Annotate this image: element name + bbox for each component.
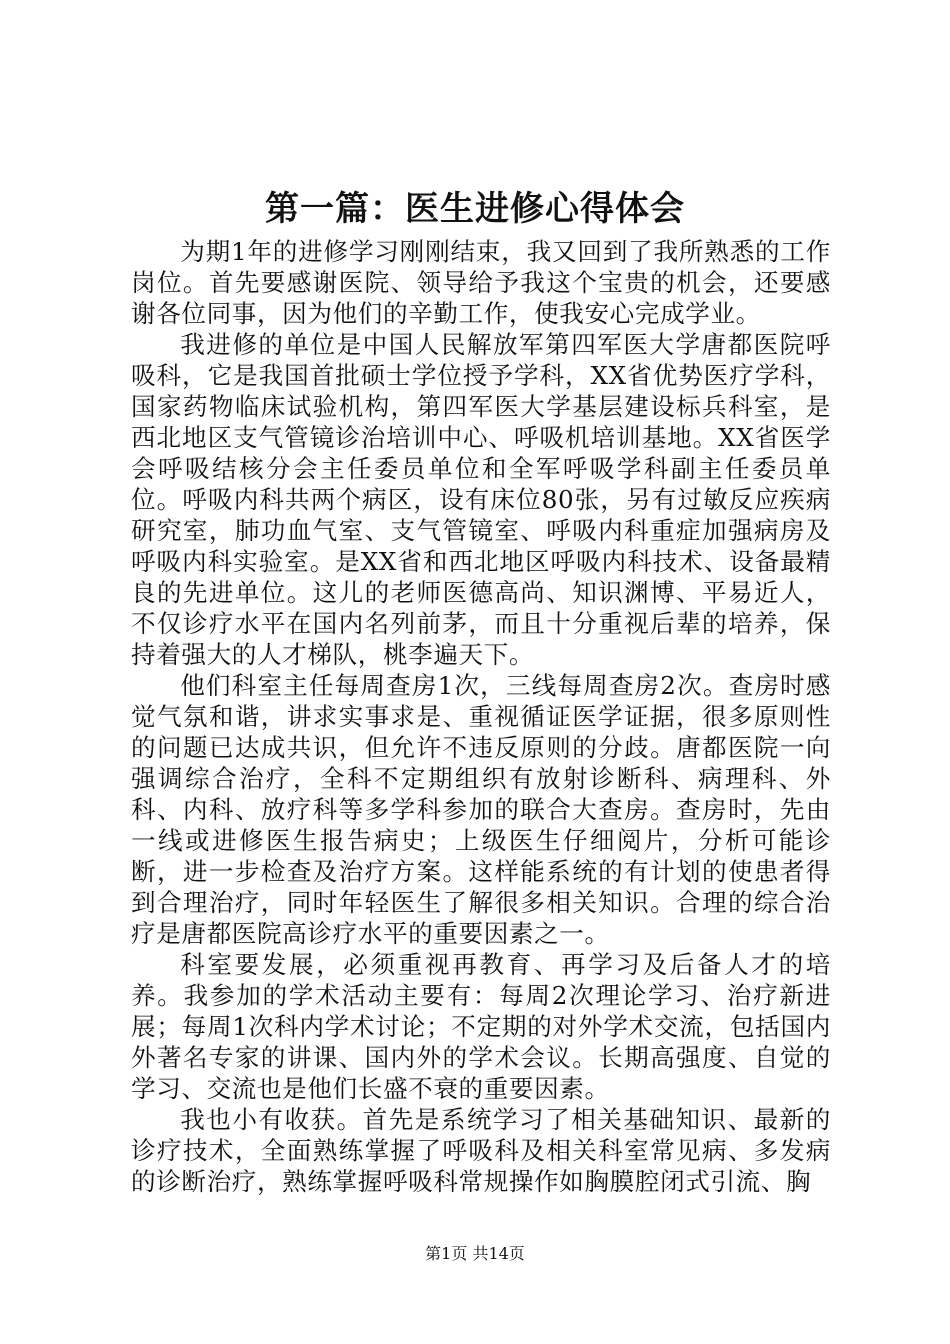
paragraph-5: 我也小有收获。首先是系统学习了相关基础知识、最新的诊疗技术，全面熟练掌握了呼吸科及相关科室常见病、多发病的诊断治疗，熟练掌握呼吸科常规操作如胸膜腔闭式引流、胸: [131, 1105, 831, 1196]
paragraph-1: 为期1年的进修学习刚刚结束，我又回到了我所熟悉的工作岗位。首先要感谢医院、领导给予我这个宝贵的机会，还要感谢各位同事，因为他们的辛勤工作，使我安心完成学业。: [131, 237, 831, 328]
paragraph-3: 他们科室主任每周查房1次，三线每周查房2次。查房时感觉气氛和谐，讲求实事求是、重视循证医学证据，很多原则性的问题已达成共识，但允许不违反原则的分歧。唐都医院一向强调综合治疗，全科不定期组织有放射诊断科、病理科、外科、内科、放疗科等多学科参加的联合大查房。查房时，先由一线或进修医生报告病史；上级医生仔细阅片，分析可能诊断，进一步检查及治疗方案。这样能系统的有计划的使患者得到合理治疗，同时年轻医生了解很多相关知识。合理的综合治疗是唐都医院高诊疗水平的重要因素之一。: [131, 671, 831, 948]
page-number-footer: 第1页 共14页: [425, 1244, 525, 1263]
paragraph-2: 我进修的单位是中国人民解放军第四军医大学唐都医院呼吸科，它是我国首批硕士学位授予学科，XX省优势医疗学科，国家药物临床试验机构，第四军医大学基层建设标兵科室，是西北地区支气管镜诊治培训中心、呼吸机培训基地。XX省医学会呼吸结核分会主任委员单位和全军呼吸学科副主任委员单位。呼吸内科共两个病区，设有床位80张，另有过敏反应疾病研究室，肺功血气室、支气管镜室、呼吸内科重症加强病房及呼吸内科实验室。是XX省和西北地区呼吸内科技术、设备最精良的先进单位。这儿的老师医德高尚、知识渊博、平易近人，不仅诊疗水平在国内名列前茅，而且十分重视后辈的培养，保持着强大的人才梯队，桃李遍天下。: [131, 330, 831, 669]
document-title: 第一篇：医生进修心得体会: [265, 189, 685, 229]
paragraph-4: 科室要发展，必须重视再教育、再学习及后备人才的培养。我参加的学术活动主要有：每周2次理论学习、治疗新进展；每周1次科内学术讨论；不定期的对外学术交流，包括国内外著名专家的讲课、国内外的学术会议。长期高强度、自觉的学习、交流也是他们长盛不衰的重要因素。: [131, 950, 831, 1103]
document-body: [131, 236, 831, 1197]
